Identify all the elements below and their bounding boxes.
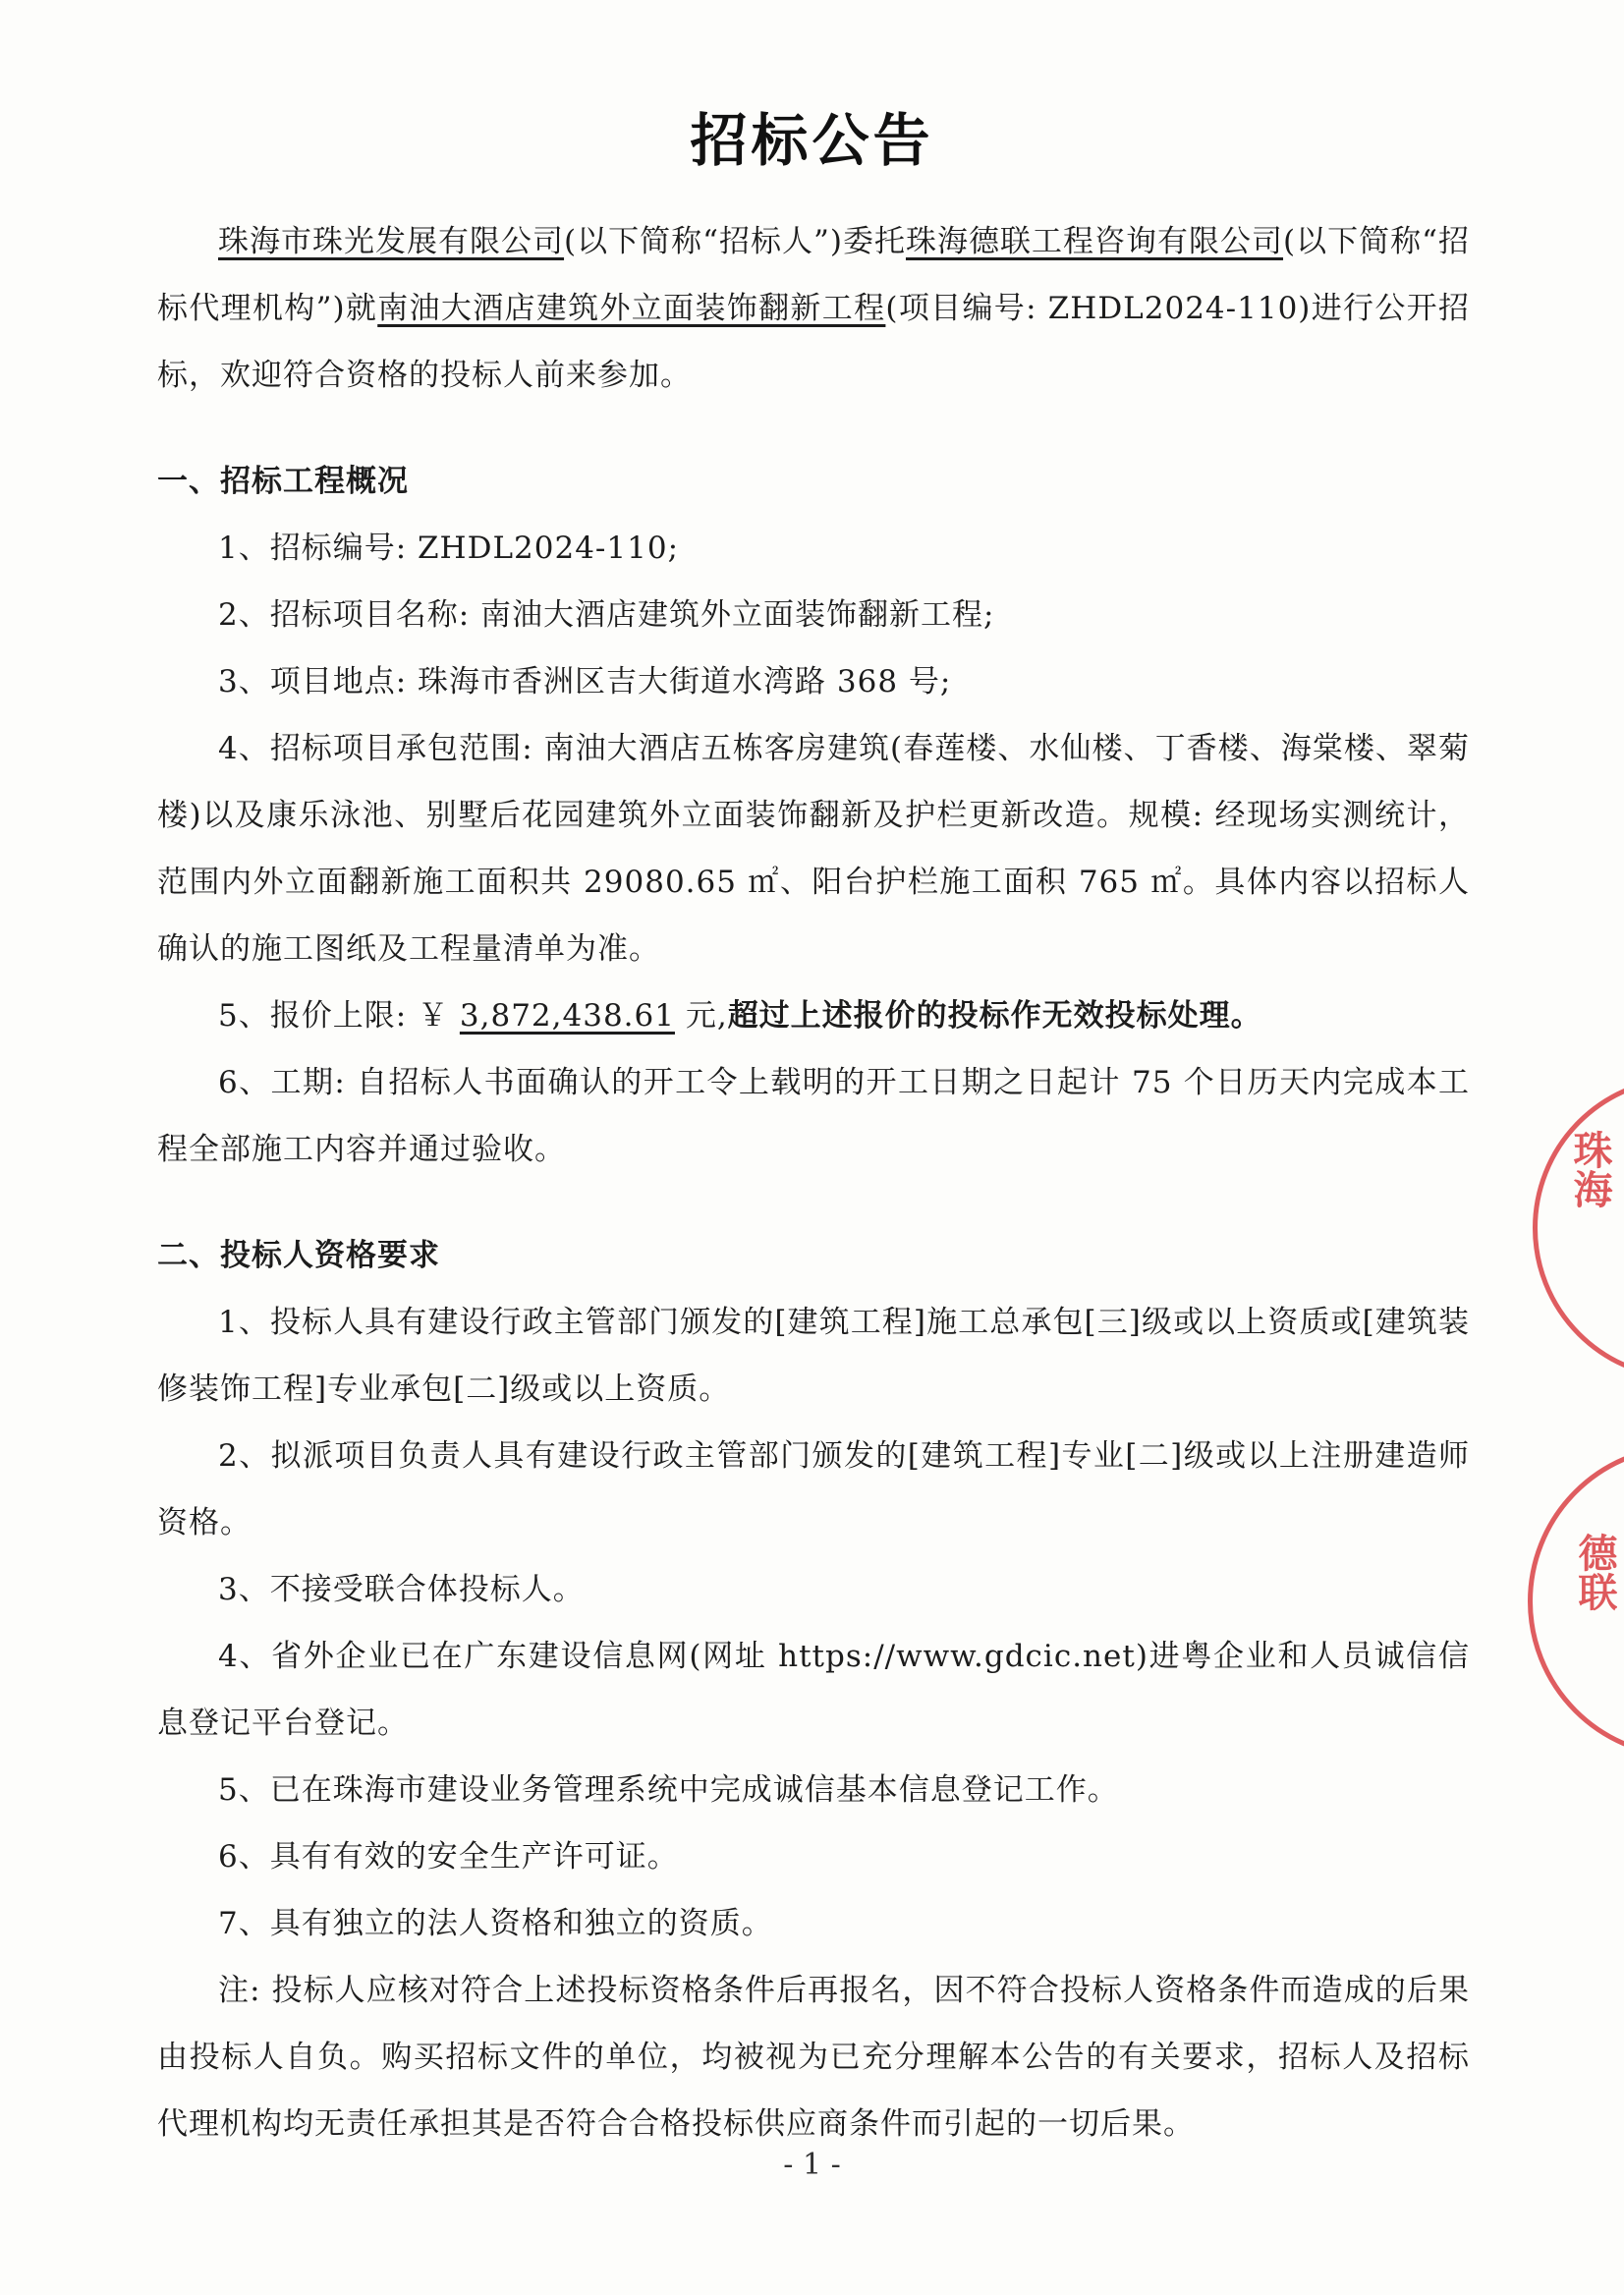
section-heading-overview: 一、招标工程概况 (157, 464, 409, 499)
intro-text-3: (项目编号: ZHDL2024-110)进行公开招标，欢迎符合资格的投标人前来参加。 (157, 291, 1471, 393)
qualification-item: 3、不接受联合体投标人。 (218, 1572, 585, 1607)
page-title: 招标公告 (690, 107, 934, 174)
page-number: - 1 - (783, 2148, 841, 2182)
agency-name: 珠海德联工程咨询有限公司 (905, 224, 1284, 259)
company-seal-upper (1533, 1076, 1624, 1380)
overview-item: 3、项目地点: 珠海市香洲区吉大街道水湾路 368 号; (218, 664, 952, 700)
tenderer-name: 珠海市珠光发展有限公司 (218, 224, 565, 259)
intro-text-1: (以下简称“招标人”)委托 (564, 224, 906, 259)
document-body (157, 208, 1470, 2157)
intro-text-2: (以下简称“招标代理机构”)就 (157, 224, 1470, 326)
qualification-note: 注: 投标人应核对符合上述投标资格条件后再报名，因不符合投标人资格条件而造成的后果由投标人自负。购买招标文件的单位，均被视为已充分理解本公告的有关要求，招标人及招标代理机构均无责任承担其是否符合合格投标供应商条件而引起的一切后果。 (157, 1973, 1470, 2142)
overview-item: 1、招标编号: ZHDL2024-110; (218, 531, 680, 566)
overview-item-price (157, 982, 1470, 1049)
qualification-item: 4、省外企业已在广东建设信息网(网址 https://www.gdcic.net)进粤企业和人员诚信信息登记平台登记。 (157, 1639, 1470, 1741)
qualification-item: 2、拟派项目负责人具有建设行政主管部门颁发的[建筑工程]专业[二]级或以上注册建造师资格。 (157, 1438, 1470, 1540)
overview-item: 2、招标项目名称: 南油大酒店建筑外立面装饰翻新工程; (218, 597, 995, 633)
overview-item: 4、招标项目承包范围: 南油大酒店五栋客房建筑(春莲楼、水仙楼、丁香楼、海棠楼、翠菊楼)以及康乐泳池、别墅后花园建筑外立面装饰翻新及护栏更新改造。规模: 经现场实测统计，范围内外立面翻新施工面积共 29080.65 ㎡、阳台护栏施工面积 765 ㎡。具体内容以招标人确认的施工图纸及工程量清单为准。 (157, 731, 1470, 967)
price-unit: 元, (685, 998, 728, 1034)
company-seal-upper-text: 珠海 (1567, 1130, 1612, 1208)
qualification-item: 6、具有有效的安全生产许可证。 (218, 1839, 679, 1875)
section-heading-qualification: 二、投标人资格要求 (157, 1238, 440, 1273)
qualification-item: 1、投标人具有建设行政主管部门颁发的[建筑工程]施工总承包[三]级或以上资质或[建筑装修装饰工程]专业承包[二]级或以上资质。 (157, 1305, 1470, 1407)
project-name: 南油大酒店建筑外立面装饰翻新工程 (377, 291, 886, 326)
company-seal-lower-text: 德联 (1572, 1533, 1617, 1611)
intro-paragraph (157, 208, 1470, 409)
overview-item: 6、工期: 自招标人书面确认的开工令上载明的开工日期之日起计 75 个日历天内完成本工程全部施工内容并通过验收。 (157, 1065, 1471, 1167)
price-prefix: 5、报价上限: ￥ (218, 998, 450, 1034)
qualification-item: 5、已在珠海市建设业务管理系统中完成诚信基本信息登记工作。 (218, 1772, 1119, 1808)
price-note: 超过上述报价的投标作无效投标处理。 (727, 998, 1262, 1034)
qualification-item: 7、具有独立的法人资格和独立的资质。 (218, 1906, 773, 1941)
price-amount: 3,872,438.61 (459, 998, 675, 1034)
